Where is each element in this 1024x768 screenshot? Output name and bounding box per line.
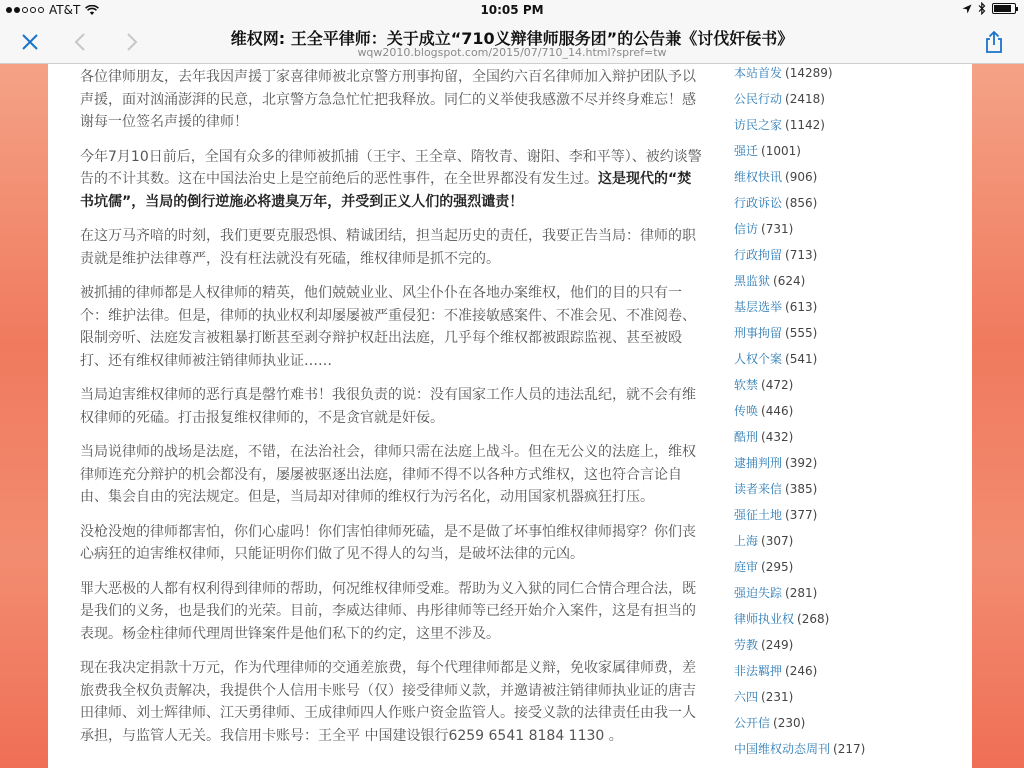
sidebar-label-link[interactable] [734, 502, 964, 528]
article-paragraph: 当局说律师的战场是法庭，不错，在法治社会，律师只需在法庭上战斗。但在无公义的法庭上，维权律师连充分辩护的机会都没有，屡屡被驱逐出法庭，律师不得不以各种方式维权，这也符合言论自由、集会自由的宪法规定。但是，当局却对律师的维权行为污名化，动用国家机器疯狂打压。 [80, 444, 696, 505]
sidebar-label-count: (624) [773, 274, 806, 288]
sidebar-label-count: (295) [761, 560, 794, 574]
share-button[interactable] [980, 28, 1008, 56]
sidebar-label-link[interactable] [734, 476, 964, 502]
sidebar-label-link[interactable] [734, 398, 964, 424]
sidebar-label-text[interactable]: 刑事拘留 [734, 326, 783, 340]
sidebar-label-link[interactable] [734, 554, 964, 580]
sidebar-label-count: (249) [761, 638, 794, 652]
sidebar-label-text[interactable]: 行政诉讼 [734, 196, 783, 210]
article-paragraph: 没枪没炮的律师都害怕，你们心虚吗！你们害怕律师死磕，是不是做了坏事怕维权律师揭穿？你们丧心病狂的迫害维权律师，只能证明你们做了见不得人的勾当，是破坏法律的元凶。 [80, 523, 696, 562]
sidebar-label-count: (2418) [785, 92, 825, 106]
close-icon [21, 33, 39, 51]
sidebar-label-link[interactable] [734, 64, 964, 86]
sidebar-label-text[interactable]: 中国维权动态周刊 [734, 742, 831, 756]
page-content [48, 64, 972, 768]
article-paragraph: 被抓捕的律师都是人权律师的精英，他们兢兢业业、风尘仆仆在各地办案维权，他们的目的只有一个：维护法律。但是，律师的执业权利却屡屡被严重侵犯：不准接敏感案件、不准会见、不准阅卷、限制旁听、法庭发言被粗暴打断甚至剥夺辩护权赶出法庭，几乎每个维权都被跟踪监视、甚至被殴打、还有维权律师被注销律师执业证…… [80, 285, 696, 369]
sidebar-label-text[interactable]: 上海 [734, 534, 759, 548]
sidebar-label-link[interactable] [734, 190, 964, 216]
browser-toolbar [0, 20, 1024, 64]
sidebar-label-link[interactable] [734, 580, 964, 606]
sidebar-label-count: (541) [785, 352, 818, 366]
sidebar-label-text[interactable]: 维权快讯 [734, 170, 783, 184]
article-paragraph: 罪大恶极的人都有权利得到律师的帮助，何况维权律师受难。帮助为义入狱的同仁合情合理合法，既是我们的义务，也是我们的光荣。目前，李威达律师、冉彤律师等已经开始介入案件，这是有担当的表现。杨金柱律师代理周世锋案件是他们私下的约定，这里不涉及。 [80, 580, 696, 642]
sidebar-label-link[interactable] [734, 216, 964, 242]
sidebar-label-link[interactable] [734, 424, 964, 450]
sidebar-label-text[interactable]: 传唤 [734, 404, 759, 418]
sidebar-label-text[interactable]: 人权个案 [734, 352, 783, 366]
page-url[interactable]: wqw2010.blogspot.com/2015/07/710_14.html?spref=tw [357, 46, 667, 59]
sidebar-label-text[interactable]: 信访 [734, 222, 759, 236]
sidebar-label-text[interactable]: 访民之家 [734, 118, 783, 132]
location-arrow-icon [962, 4, 972, 14]
sidebar-label-text[interactable]: 黑监狱 [734, 274, 771, 288]
label-sidebar [734, 64, 964, 762]
sidebar-label-text[interactable]: 庭审 [734, 560, 759, 574]
sidebar-label-count: (432) [761, 430, 794, 444]
sidebar-label-link[interactable] [734, 658, 964, 684]
forward-button[interactable] [118, 28, 146, 56]
sidebar-label-count: (385) [785, 482, 818, 496]
sidebar-label-link[interactable] [734, 372, 964, 398]
sidebar-label-text[interactable]: 软禁 [734, 378, 759, 392]
sidebar-label-count: (246) [785, 664, 818, 678]
sidebar-label-link[interactable] [734, 736, 964, 762]
sidebar-label-count: (856) [785, 196, 818, 210]
chevron-right-icon [126, 32, 138, 52]
article-bold-sentence: 这是现代的“焚书坑儒”，当局的倒行逆施必将遗臭万年，并受到正义人们的强烈谴责！ [80, 171, 692, 210]
sidebar-label-link[interactable] [734, 346, 964, 372]
sidebar-label-text[interactable]: 非法羁押 [734, 664, 783, 678]
page-title: 维权网: 王全平律师：关于成立“710义辩律师服务团”的公告兼《讨伐奸佞书》 [230, 29, 794, 48]
sidebar-label-link[interactable] [734, 320, 964, 346]
share-icon [984, 30, 1004, 54]
sidebar-label-link[interactable] [734, 528, 964, 554]
bluetooth-icon [978, 2, 986, 15]
sidebar-label-link[interactable] [734, 450, 964, 476]
sidebar-label-text[interactable]: 读者来信 [734, 482, 783, 496]
sidebar-label-text[interactable]: 强迫失踪 [734, 586, 783, 600]
sidebar-label-count: (231) [761, 690, 794, 704]
sidebar-label-text[interactable]: 劳教 [734, 638, 759, 652]
page-background-left [0, 64, 48, 768]
sidebar-label-count: (731) [761, 222, 794, 236]
close-button[interactable] [16, 28, 44, 56]
sidebar-label-link[interactable] [734, 86, 964, 112]
back-button[interactable] [66, 28, 94, 56]
article-paragraph: 各位律师朋友，去年我因声援丁家喜律师被北京警方刑事拘留，全国约六百名律师加入辩护团队予以声援，面对汹涌澎湃的民意，北京警方急急忙忙把我释放。同仁的义举使我感激不尽并终身难忘！感谢每一位签名声援的律师！ [80, 69, 696, 130]
sidebar-label-text[interactable]: 六四 [734, 690, 759, 704]
sidebar-label-link[interactable] [734, 710, 964, 736]
status-bar [0, 0, 1024, 20]
sidebar-label-text[interactable]: 行政拘留 [734, 248, 783, 262]
sidebar-label-count: (1001) [761, 144, 801, 158]
sidebar-label-count: (906) [785, 170, 818, 184]
sidebar-label-text[interactable]: 逮捕判刑 [734, 456, 783, 470]
sidebar-label-text[interactable]: 公民行动 [734, 92, 783, 106]
sidebar-label-text[interactable]: 公开信 [734, 716, 771, 730]
sidebar-label-link[interactable] [734, 164, 964, 190]
article-paragraph: 在这万马齐喑的时刻，我们更要克服恐惧、精诚团结，担当起历史的责任，我要正告当局：律师的职责就是维护法律尊严，没有枉法就没有死磕，维权律师是抓不完的。 [80, 228, 696, 267]
sidebar-label-link[interactable] [734, 684, 964, 710]
sidebar-label-count: (217) [833, 742, 866, 756]
sidebar-label-text[interactable]: 强征土地 [734, 508, 783, 522]
sidebar-label-text[interactable]: 基层选举 [734, 300, 783, 314]
sidebar-label-link[interactable] [734, 632, 964, 658]
sidebar-label-count: (555) [785, 326, 818, 340]
sidebar-label-count: (446) [761, 404, 794, 418]
article-text: 今年7月10日前后，全国有众多的律师被抓捕（王宇、王全章、隋牧青、谢阳、李和平等）、被约谈警告的不计其数。这在中国法治史上是空前绝后的恶性事件，在全世界都没有发生过。 [80, 148, 702, 187]
article-paragraph: 当局迫害维权律师的恶行真是罄竹难书！我很负责的说：没有国家工作人员的违法乱纪，就不会有维权律师的死磕。打击报复维权律师的，不是贪官就是奸佞。 [80, 387, 696, 426]
sidebar-label-link[interactable] [734, 268, 964, 294]
chevron-left-icon [74, 32, 86, 52]
sidebar-label-link[interactable] [734, 606, 964, 632]
sidebar-label-count: (713) [785, 248, 818, 262]
sidebar-label-text[interactable]: 律师执业权 [734, 612, 795, 626]
page-background-right [972, 64, 1024, 768]
sidebar-label-link[interactable] [734, 138, 964, 164]
status-right [962, 2, 1016, 15]
article-body [80, 66, 704, 759]
sidebar-label-link[interactable] [734, 294, 964, 320]
status-time: 10:05 PM [480, 3, 544, 17]
sidebar-label-count: (472) [761, 378, 794, 392]
sidebar-label-count: (281) [785, 586, 818, 600]
article-paragraph: 现在我决定捐款十万元，作为代理律师的交通差旅费，每个代理律师都是义辩，免收家属律师费，差旅费我全权负责解决，我提供个人信用卡账号（仅）接受律师义款，并邀请被注销律师执业证的唐吉田律师、刘士辉律师、江天勇律师、王成律师四人作账户资金监管人。接受义款的法律责任由我一人承担，与监管人无关。我信用卡账号：王全平 中国建设银行6259 6541 8184 1130 。 [80, 660, 696, 744]
sidebar-label-link[interactable] [734, 242, 964, 268]
battery-icon [992, 3, 1016, 14]
sidebar-label-count: (230) [773, 716, 806, 730]
sidebar-label-count: (268) [797, 612, 830, 626]
sidebar-label-count: (14289) [785, 66, 833, 80]
sidebar-label-count: (392) [785, 456, 818, 470]
article-paragraph [80, 146, 704, 214]
sidebar-label-link[interactable] [734, 112, 964, 138]
sidebar-label-count: (307) [761, 534, 794, 548]
sidebar-label-text[interactable]: 酷刑 [734, 430, 759, 444]
sidebar-label-text[interactable]: 本站首发 [734, 66, 783, 80]
sidebar-label-count: (613) [785, 300, 818, 314]
sidebar-label-count: (1142) [785, 118, 825, 132]
carrier-name: AT&T [49, 3, 81, 17]
sidebar-label-text[interactable]: 强迁 [734, 144, 759, 158]
sidebar-label-count: (377) [785, 508, 818, 522]
